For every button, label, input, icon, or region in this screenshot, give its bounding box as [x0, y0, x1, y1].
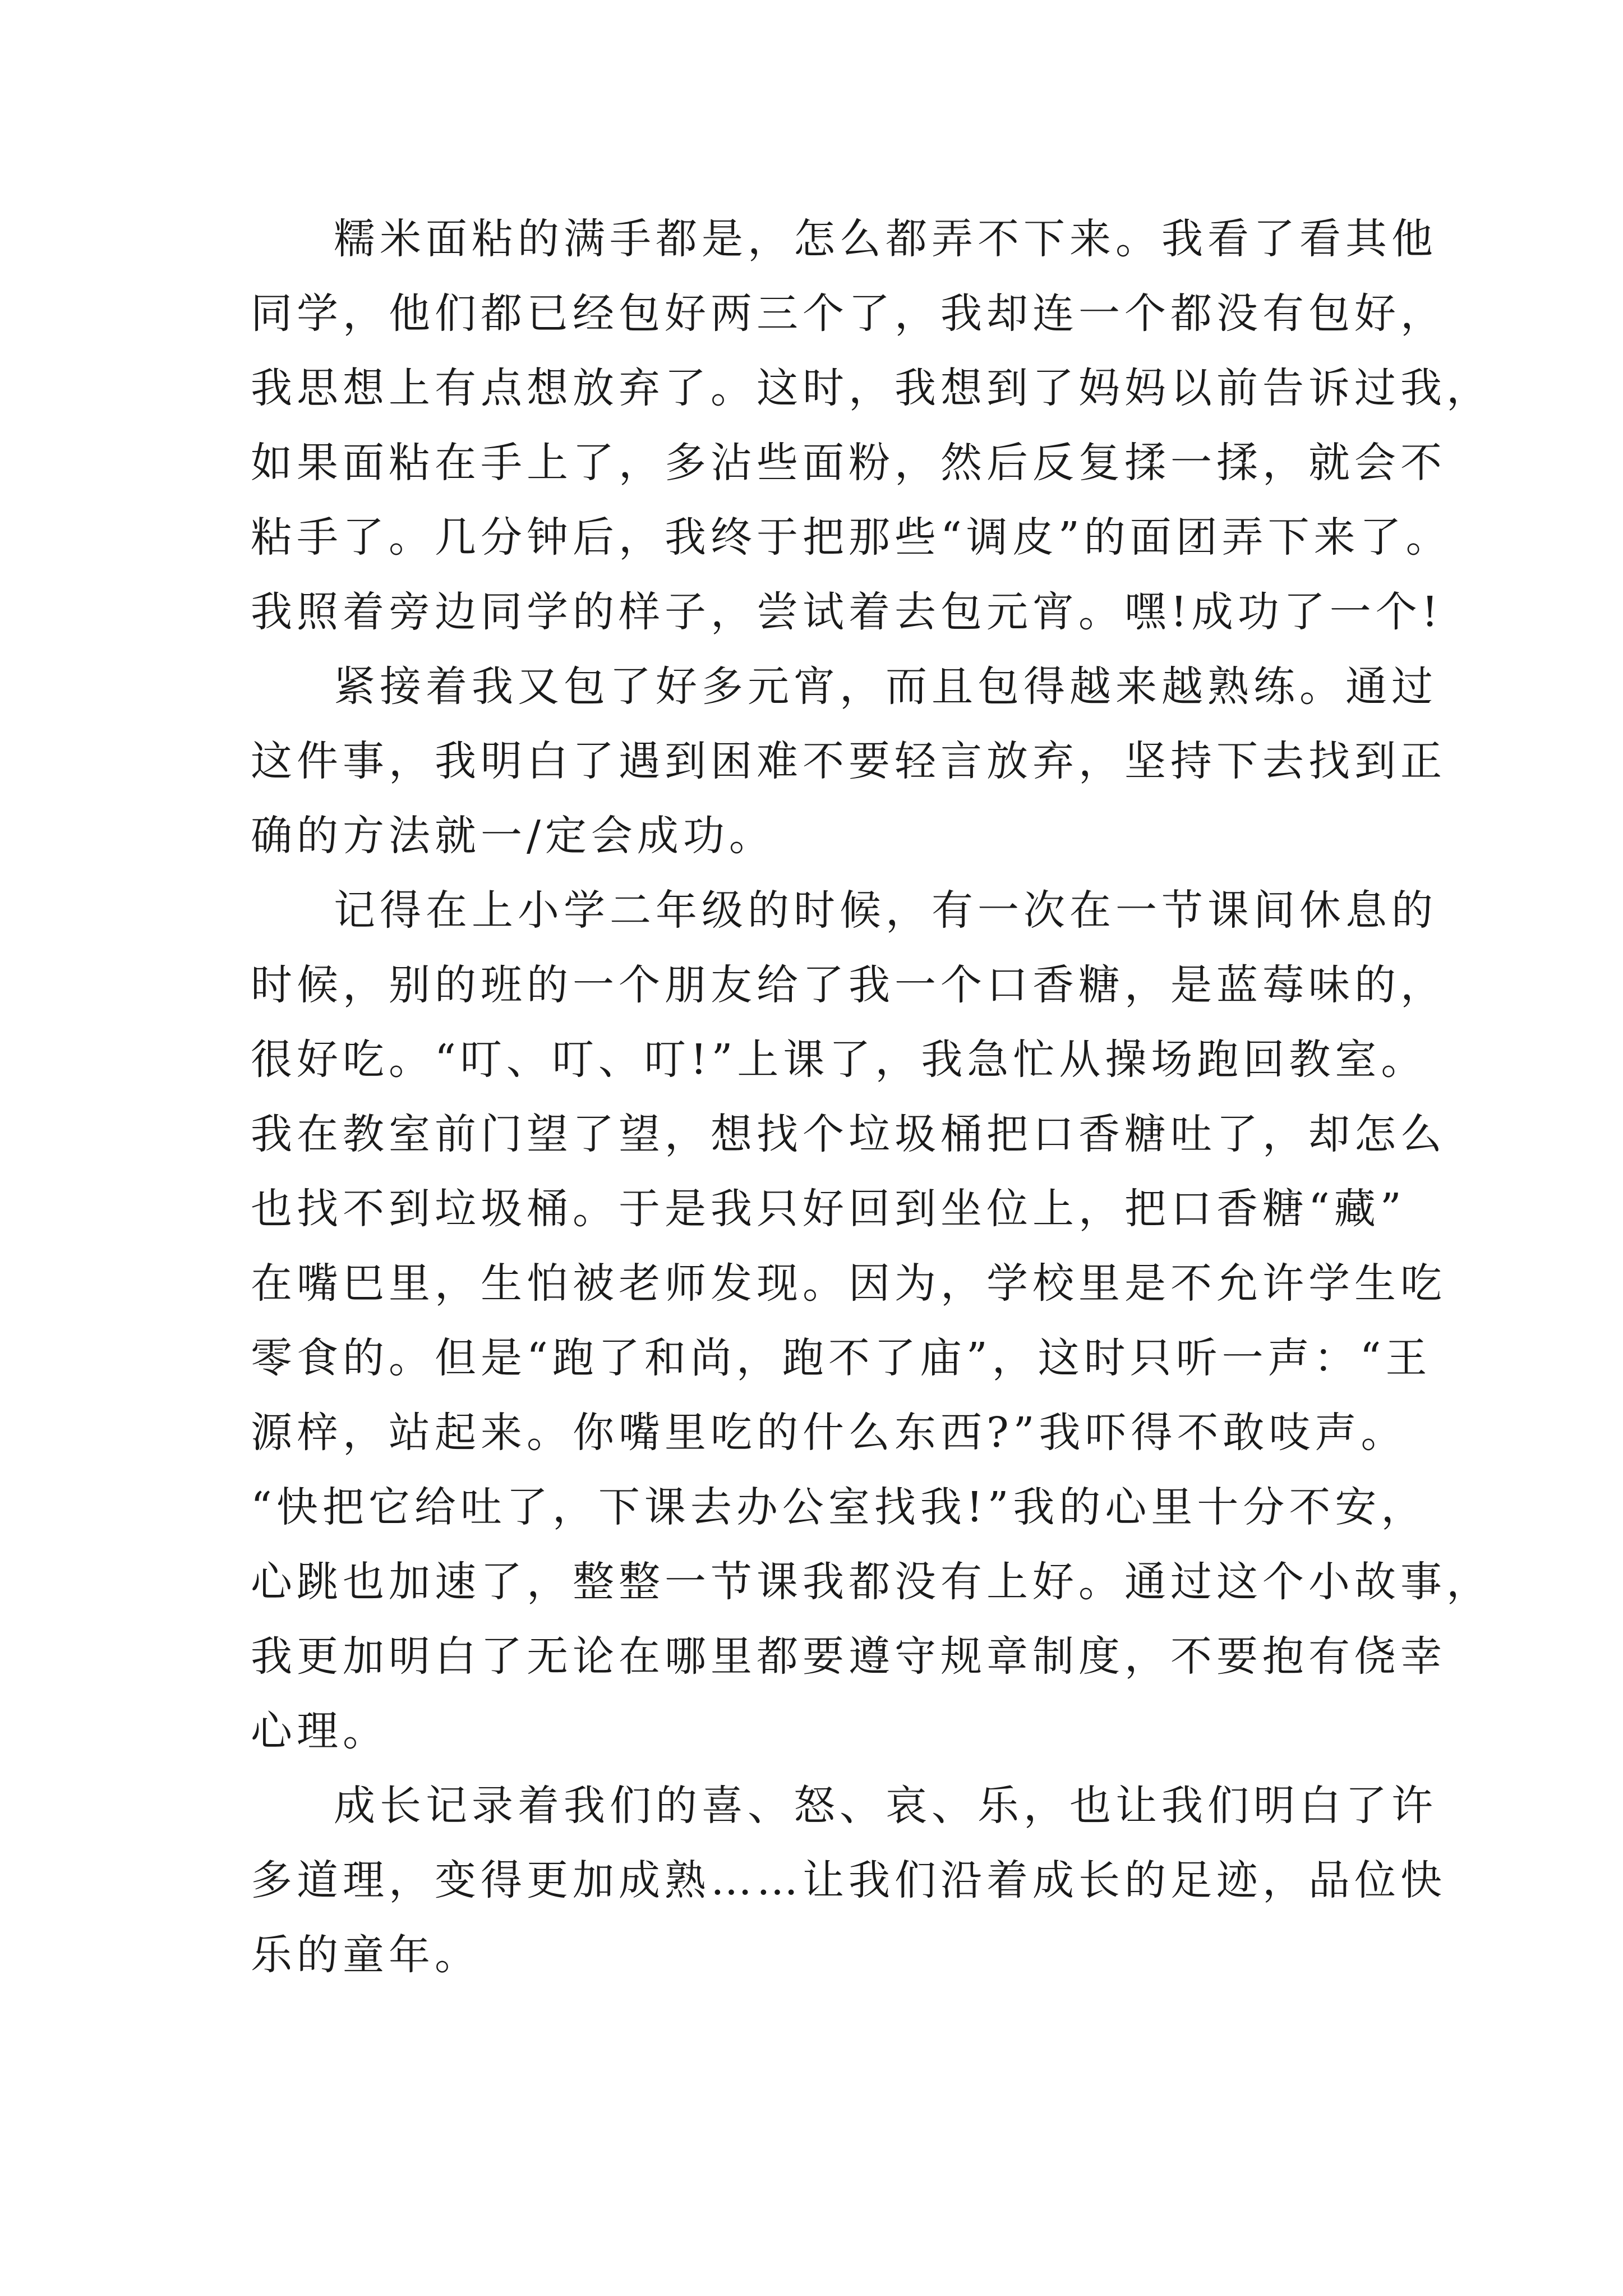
text-line: 源梓，站起来。你嘴里吃的什么东西?”我吓得不敢吱声。: [251, 1409, 1407, 1457]
paragraph-3: [251, 873, 1492, 1769]
text-line: 粘手了。几分钟后，我终于把那些“调皮”的面团弄下来了。: [251, 513, 1452, 562]
text-line: 乐的童年。: [251, 1931, 481, 1979]
text-line: 我思想上有点想放弃了。这时，我想到了妈妈以前告诉过我，: [251, 364, 1492, 412]
text-line: 确的方法就一/定会成功。: [251, 812, 775, 860]
text-line: 成长记录着我们的喜、怒、哀、乐，也让我们明白了许: [334, 1782, 1437, 1830]
text-line: 糯米面粘的满手都是，怎么都弄不下来。我看了看其他: [334, 215, 1437, 263]
text-line: 也找不到垃圾桶。于是我只好回到坐位上，把口香糖“藏”: [251, 1185, 1406, 1233]
text-line: 零食的。但是“跑了和尚，跑不了庙”，这时只听一声：“王: [251, 1334, 1432, 1382]
text-line: 如果面粘在手上了，多沾些面粉，然后反复揉一揉，就会不: [251, 439, 1446, 487]
text-line: 这件事，我明白了遇到困难不要轻言放弃，坚持下去找到正: [251, 737, 1446, 785]
text-line: 心理。: [251, 1707, 389, 1755]
text-line: 记得在上小学二年级的时候，有一次在一节课间休息的: [334, 886, 1437, 935]
text-line: 同学，他们都已经包好两三个了，我却连一个都没有包好，: [251, 289, 1446, 338]
text-line: 紧接着我又包了好多元宵，而且包得越来越熟练。通过: [334, 662, 1437, 711]
text-line: 在嘴巴里，生怕被老师发现。因为，学校里是不允许学生吃: [251, 1259, 1446, 1308]
text-line: “快把它给吐了，下课去办公室找我!”我的心里十分不安，: [251, 1483, 1427, 1531]
document-body: [251, 202, 1492, 1993]
text-line: 心跳也加速了，整整一节课我都没有上好。通过这个小故事，: [251, 1558, 1492, 1606]
text-line: 多道理，变得更加成熟……让我们沿着成长的足迹，品位快: [251, 1856, 1446, 1904]
paragraph-4: [251, 1769, 1446, 1993]
text-line: 时候，别的班的一个朋友给了我一个口香糖，是蓝莓味的，: [251, 961, 1446, 1009]
text-line: 很好吃。“叮、叮、叮!”上课了，我急忙从操场跑回教室。: [251, 1036, 1427, 1084]
paragraph-2: [251, 650, 1446, 873]
text-line: 我照着旁边同学的样子，尝试着去包元宵。嘿!成功了一个!: [251, 588, 1443, 636]
paragraph-1: [251, 202, 1492, 650]
text-line: 我在教室前门望了望，想找个垃圾桶把口香糖吐了，却怎么: [251, 1110, 1446, 1158]
text-line: 我更加明白了无论在哪里都要遵守规章制度，不要抱有侥幸: [251, 1632, 1446, 1681]
